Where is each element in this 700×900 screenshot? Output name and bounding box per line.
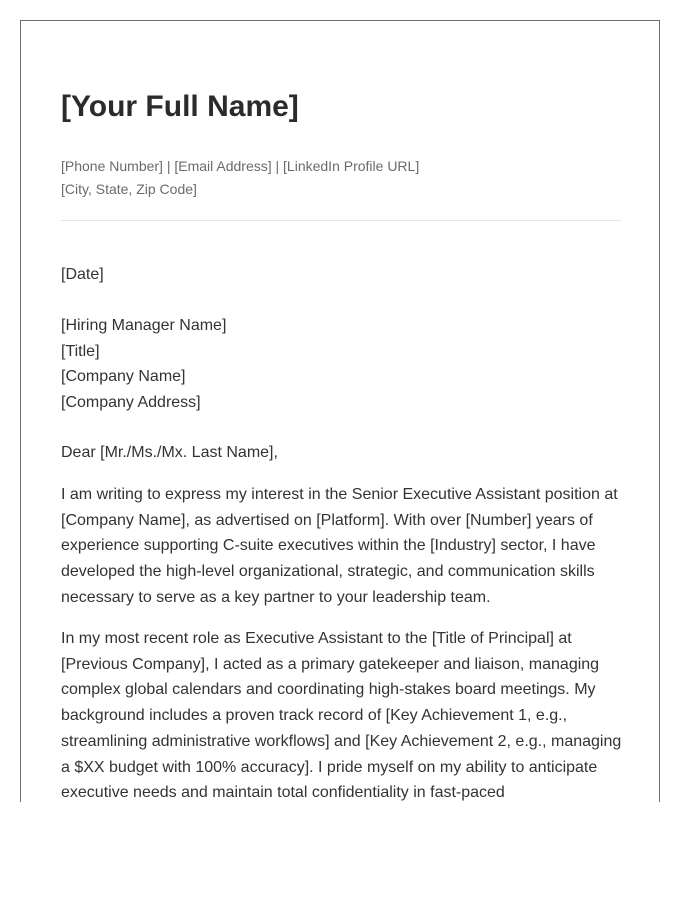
contact-line-primary: [Phone Number] | [Email Address] | [LinkedIn Profile URL]: [61, 158, 420, 174]
contact-line-location: [City, State, Zip Code]: [61, 181, 197, 197]
recipient-manager: [Hiring Manager Name]: [61, 317, 227, 334]
recipient-title: [Title]: [61, 342, 100, 360]
body-paragraph: I am writing to express my interest in the Senior Executive Assistant position at [Company Name], as advertised on [Platform]. With over [Number] years of experience supporting C-suite executives within the [Industry] sector, I have developed the high-level organizational, strategic, and communication skills necessary to serve as a key partner to your leadership team.: [61, 486, 618, 606]
salutation: Dear [Mr./Ms./Mx. Last Name],: [61, 444, 278, 461]
recipient-company: [Company Name]: [61, 368, 186, 385]
letter-page: [20, 20, 660, 802]
recipient-block: [61, 313, 226, 415]
letter-date: [Date]: [61, 266, 104, 283]
recipient-address: [Company Address]: [61, 393, 201, 411]
body-paragraph: In my most recent role as Executive Assistant to the [Title of Principal] at [Previous Company], I acted as a primary gatekeeper and liaison, managing complex global calendars and coordinating high-stakes board meetings. My background includes a proven track record of [Key Achievement 1, e.g., streamlining administrative workflows] and [Key Achievement 2, e.g., managing a $XX budget with 100% accuracy]. I pride myself on my ability to anticipate executive needs and maintain total confidentiality in fast-paced: [61, 630, 622, 802]
sender-name: [Your Full Name]: [61, 90, 299, 123]
header-divider: [61, 220, 621, 221]
contact-info: [61, 155, 419, 201]
